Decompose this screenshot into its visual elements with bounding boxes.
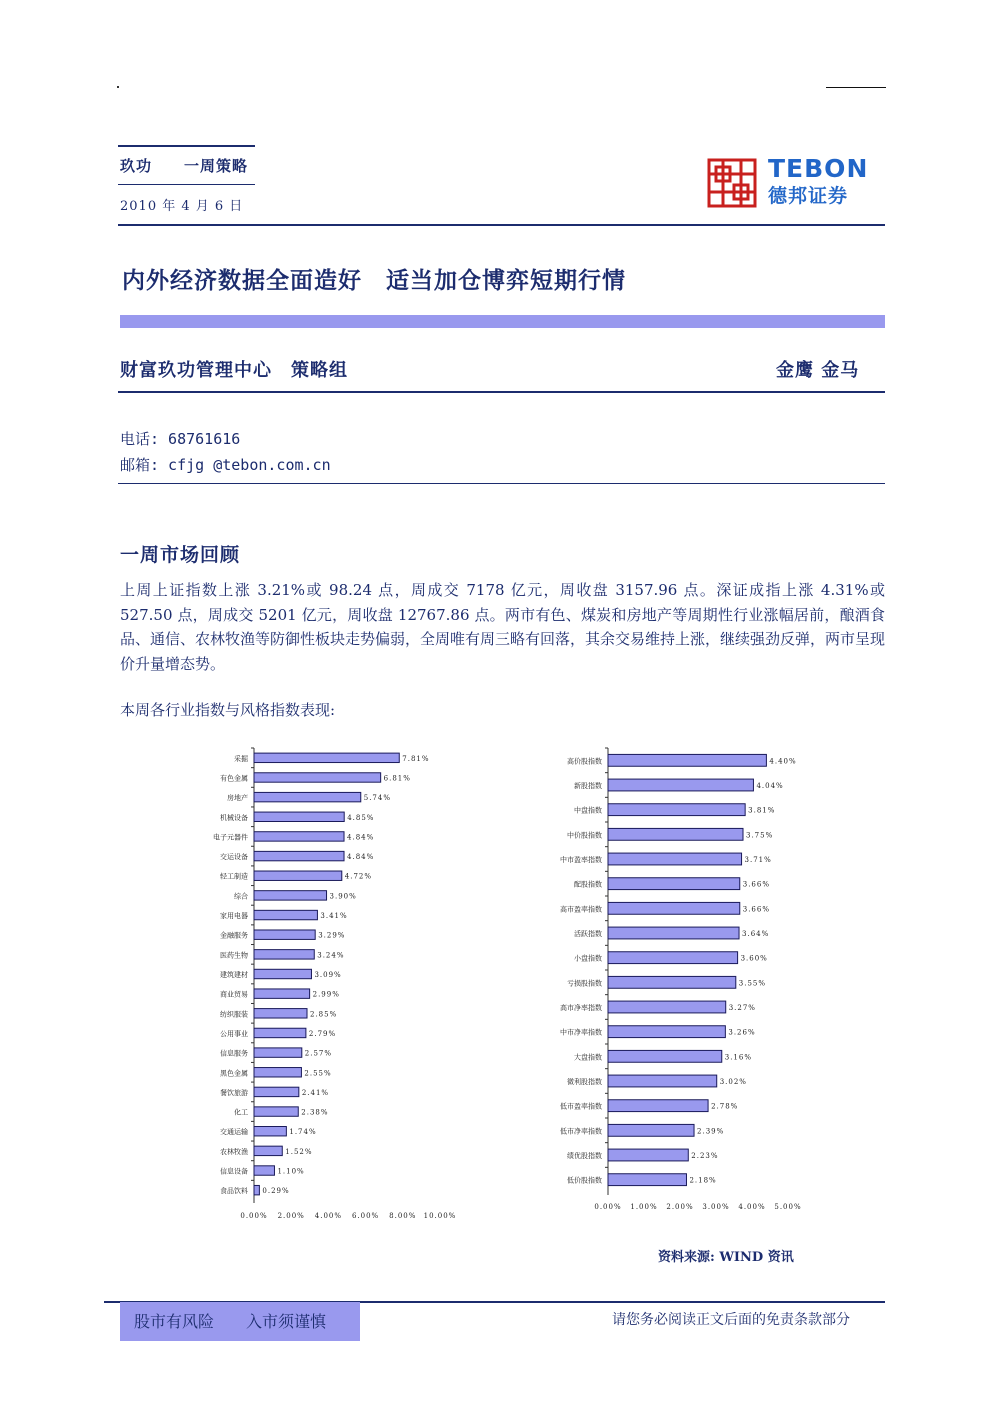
x-tick-label: 8.00%: [389, 1212, 417, 1220]
data-label: 3.29%: [318, 931, 346, 940]
category-label: 低价股指数: [567, 1176, 602, 1185]
data-label: 3.66%: [742, 905, 771, 914]
bar: [254, 1166, 274, 1175]
chart-intro: 本周各行业指数与风格指数表现:: [120, 701, 336, 719]
category-label: 高价股指数: [567, 757, 602, 766]
category-label: 配股指数: [574, 880, 602, 889]
data-label: 3.60%: [740, 954, 768, 963]
bar: [254, 753, 399, 762]
data-label: 4.84%: [347, 853, 375, 862]
bar: [254, 989, 310, 998]
category-label: 公用事业: [220, 1029, 248, 1038]
bar: [608, 1001, 726, 1013]
page-mark: [117, 86, 119, 88]
data-label: 2.18%: [689, 1176, 717, 1185]
category-label: 交运设备: [220, 853, 248, 862]
category-label: 农林牧渔: [220, 1147, 248, 1156]
bar: [254, 832, 344, 841]
disclaimer: 请您务必阅读正文后面的免责条款部分: [612, 1312, 850, 1328]
bar: [608, 754, 766, 766]
data-source: 资料来源: WIND 资讯: [658, 1250, 794, 1265]
category-label: 小盘指数: [574, 954, 602, 963]
bar: [254, 1068, 301, 1077]
data-label: 3.71%: [744, 856, 772, 864]
data-label: 2.38%: [301, 1108, 329, 1117]
data-label: 3.09%: [314, 971, 342, 979]
x-tick-label: 10.00%: [423, 1212, 457, 1220]
category-label: 医药生物: [220, 951, 248, 960]
category-label: 亏损股指数: [567, 979, 602, 988]
data-label: 1.10%: [277, 1167, 305, 1176]
category-label: 有色金属: [220, 774, 248, 783]
authors: 金鹰 金马: [776, 360, 860, 381]
data-label: 5.74%: [363, 794, 392, 803]
bar: [608, 828, 743, 840]
data-label: 1.52%: [285, 1147, 313, 1156]
bar: [608, 1124, 694, 1136]
bar: [254, 1009, 307, 1018]
bar: [254, 1127, 286, 1136]
data-label: 4.84%: [347, 833, 375, 842]
data-label: 2.55%: [304, 1069, 332, 1078]
category-label: 建筑建材: [220, 971, 248, 979]
x-tick-label: 4.00%: [314, 1212, 343, 1220]
data-label: 2.79%: [308, 1029, 337, 1038]
category-label: 信息服务: [220, 1049, 248, 1058]
data-label: 2.57%: [304, 1049, 333, 1058]
category-label: 中盘指数: [574, 806, 602, 815]
bar: [254, 891, 327, 900]
bar: [254, 910, 317, 919]
bar: [254, 1028, 306, 1037]
data-label: 2.78%: [711, 1102, 739, 1111]
review-paragraph: 上周上证指数上涨 3.21%或 98.24 点，周成交 7178 亿元，周收盘 3157.96 点。深证成指上涨 4.31%或 527.50 点，周成交 5201 亿元，周收盘 12767.86 点。两市有色、煤炭和房地产等周期性行业涨幅居前，酿酒食品、通信、农林牧渔等防御性板块走势偏弱，全周唯有周三略有回落，其余交易维持上涨，继续强劲反弹，两市呈现价升量增态势。: [120, 581, 886, 673]
bar: [254, 1146, 282, 1155]
category-label: 微利股指数: [567, 1078, 602, 1086]
brand-cn: 德邦证券: [768, 185, 849, 207]
report-title: 内外经济数据全面造好 适当加仓博弈短期行情: [122, 267, 626, 294]
bar: [254, 792, 361, 801]
category-label: 大盘指数: [574, 1053, 602, 1062]
title-rule: [118, 391, 885, 393]
category-label: 高市盈率指数: [560, 905, 602, 914]
bar: [254, 1107, 298, 1116]
bar: [608, 927, 739, 939]
category-label: 化工: [234, 1108, 248, 1117]
bar: [254, 1048, 302, 1057]
category-label: 活跃指数: [574, 930, 602, 938]
data-label: 3.55%: [738, 979, 767, 988]
data-label: 3.41%: [320, 912, 348, 921]
industry-index-chart: [130, 740, 470, 1230]
style-index-chart: [520, 740, 820, 1220]
header-rule-bottom: [118, 224, 885, 226]
bar: [608, 976, 736, 988]
bar: [608, 853, 742, 865]
data-label: 3.66%: [742, 880, 771, 889]
x-tick-label: 0.00%: [240, 1212, 268, 1220]
data-label: 4.85%: [347, 813, 375, 822]
bar: [608, 1050, 722, 1062]
category-label: 餐饮旅游: [220, 1088, 248, 1097]
category-label: 绩优股指数: [567, 1152, 602, 1160]
category-label: 纺织服装: [220, 1010, 248, 1019]
data-label: 1.74%: [289, 1128, 317, 1137]
data-label: 7.81%: [402, 754, 430, 763]
data-label: 2.85%: [310, 1010, 338, 1019]
x-tick-label: 6.00%: [351, 1212, 380, 1220]
data-label: 3.16%: [724, 1053, 753, 1062]
bar: [608, 1100, 708, 1112]
data-label: 2.39%: [697, 1127, 725, 1136]
data-label: 3.24%: [317, 951, 345, 960]
bar: [608, 1174, 686, 1186]
brand-en: TEBON: [768, 154, 869, 183]
header-rule-top: [118, 145, 255, 147]
category-label: 高市净率指数: [560, 1004, 602, 1012]
category-label: 电子元器件: [213, 833, 248, 842]
x-tick-label: 2.00%: [277, 1212, 305, 1220]
data-label: 3.64%: [742, 930, 770, 938]
data-label: 3.26%: [728, 1028, 756, 1037]
header-rule-mid: [118, 184, 255, 185]
bar: [608, 1075, 717, 1087]
category-label: 采掘: [234, 754, 248, 763]
risk-warning: 股市有风险 入市须谨慎: [134, 1312, 327, 1331]
x-tick-label: 0.00%: [594, 1203, 622, 1211]
bar: [608, 952, 738, 964]
x-tick-label: 5.00%: [774, 1203, 802, 1211]
category-label: 金融服务: [220, 931, 248, 940]
category-label: 新股指数: [574, 782, 602, 790]
phone: 电话: 68761616: [120, 430, 241, 448]
category-label: 中市盈率指数: [560, 856, 602, 864]
data-label: 2.41%: [301, 1088, 330, 1097]
bar: [608, 902, 740, 914]
category-label: 中价股指数: [567, 831, 602, 840]
bar: [608, 1026, 725, 1038]
category-label: 家用电器: [220, 912, 248, 921]
category-label: 黑色金属: [220, 1069, 248, 1078]
x-tick-label: 2.00%: [666, 1203, 694, 1211]
data-label: 2.23%: [691, 1152, 719, 1160]
category-label: 房地产: [227, 794, 248, 803]
research-center: 财富玖功管理中心 策略组: [120, 360, 348, 381]
section-heading: 一周市场回顾: [120, 544, 241, 566]
contact-rule: [118, 483, 885, 484]
bar: [254, 930, 315, 939]
category-label: 低市净率指数: [560, 1127, 602, 1136]
category-label: 交通运输: [220, 1128, 248, 1137]
tebon-logo-icon: [706, 157, 758, 213]
category-label: 商业贸易: [220, 990, 248, 999]
bar: [254, 871, 342, 880]
section-label: 玖功 一周策略: [120, 157, 249, 175]
x-tick-label: 1.00%: [630, 1203, 658, 1211]
category-label: 中市净率指数: [560, 1028, 602, 1037]
data-label: 3.02%: [719, 1078, 747, 1086]
data-label: 2.99%: [312, 990, 340, 999]
category-label: 综合: [234, 892, 248, 901]
bar: [608, 779, 753, 791]
data-label: 6.81%: [383, 774, 411, 783]
category-label: 机械设备: [220, 813, 248, 822]
data-label: 4.72%: [344, 872, 373, 881]
data-label: 0.29%: [262, 1187, 290, 1196]
bar: [254, 812, 344, 821]
x-tick-label: 4.00%: [738, 1203, 766, 1211]
category-label: 信息设备: [220, 1167, 248, 1176]
bar: [254, 950, 314, 959]
report-date: 2010 年 4 月 6 日: [120, 199, 244, 214]
data-label: 3.90%: [329, 892, 357, 901]
data-label: 3.81%: [748, 806, 776, 815]
bar: [608, 804, 745, 816]
bar: [608, 1149, 688, 1161]
x-tick-label: 3.00%: [702, 1203, 730, 1211]
bar: [254, 773, 381, 782]
bar: [254, 1185, 259, 1194]
data-label: 4.40%: [769, 757, 797, 766]
data-label: 3.27%: [728, 1004, 756, 1012]
bar: [608, 878, 740, 890]
top-rule: [826, 87, 886, 88]
data-label: 4.04%: [756, 782, 784, 790]
category-label: 食品饮料: [220, 1187, 248, 1196]
title-band: [120, 315, 885, 328]
bar: [254, 969, 311, 978]
category-label: 轻工制造: [220, 872, 248, 881]
category-label: 低市盈率指数: [560, 1102, 602, 1111]
bar: [254, 1087, 299, 1096]
email: 邮箱: cfjg @tebon.com.cn: [120, 456, 331, 474]
data-label: 3.75%: [746, 831, 774, 840]
bar: [254, 851, 344, 860]
